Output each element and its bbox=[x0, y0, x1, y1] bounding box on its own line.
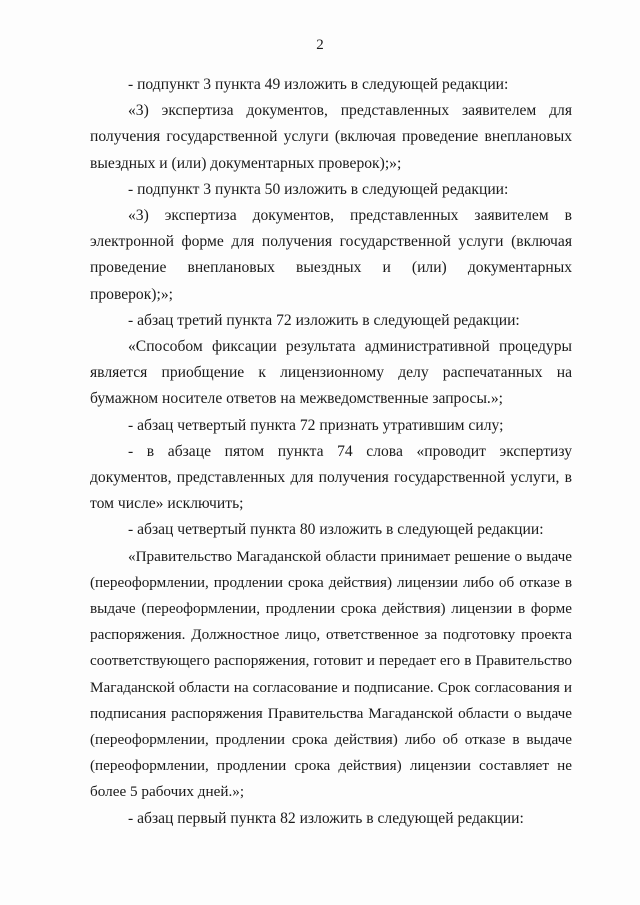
document-body bbox=[90, 72, 572, 832]
paragraph: - абзац четвертый пункта 80 изложить в следующей редакции: bbox=[128, 521, 544, 539]
paragraph: «Правительство Магаданской области принимает решение о выдаче (переоформлении, продлении срока действия) лицензии либо об отказе в выдаче (переоформлении, продлении срока действия) лицензии в форме распоряжения. Должностное лицо, ответственное за подготовку проекта соответствующего распоряжения, готовит и передает его в Правительство Магаданской области на согласование и подписание. Срок согласования и подписания распоряжения Правительства Магаданской области о выдаче (переоформлении, продлении срока действия) либо об отказе в выдаче (переоформлении, продлении срока действия) лицензии составляет не более 5 рабочих дней.»; bbox=[90, 547, 572, 801]
paragraph: - в абзаце пятом пункта 74 слова «проводит экспертизу документов, представленных для получения государственной услуги, в том числе» исключить; bbox=[90, 442, 572, 513]
page-number: 2 bbox=[316, 37, 324, 53]
paragraph: - подпункт 3 пункта 50 изложить в следующей редакции: bbox=[128, 180, 509, 198]
paragraph: - абзац первый пункта 82 изложить в следующей редакции: bbox=[128, 809, 524, 827]
paragraph: - абзац четвертый пункта 72 признать утратившим силу; bbox=[128, 416, 504, 434]
paragraph: «3) экспертиза документов, представленных заявителем в электронной форме для получения государственной услуги (включая проведение внеплановых выездных и (или) документарных проверок);»; bbox=[90, 207, 572, 303]
paragraph: - подпункт 3 пункта 49 изложить в следующей редакции: bbox=[128, 76, 509, 93]
paragraph: «Способом фиксации результата административной процедуры является приобщение к лицензионному делу распечатанных на бумажном носителе ответов на межведомственные запросы.»; bbox=[90, 338, 572, 408]
paragraph: «3) экспертиза документов, представленных заявителем для получения государственной услуги (включая проведение внеплановых выездных и (или) документарных проверок);»; bbox=[90, 102, 572, 172]
paragraph: - абзац третий пункта 72 изложить в следующей редакции: bbox=[128, 311, 520, 329]
